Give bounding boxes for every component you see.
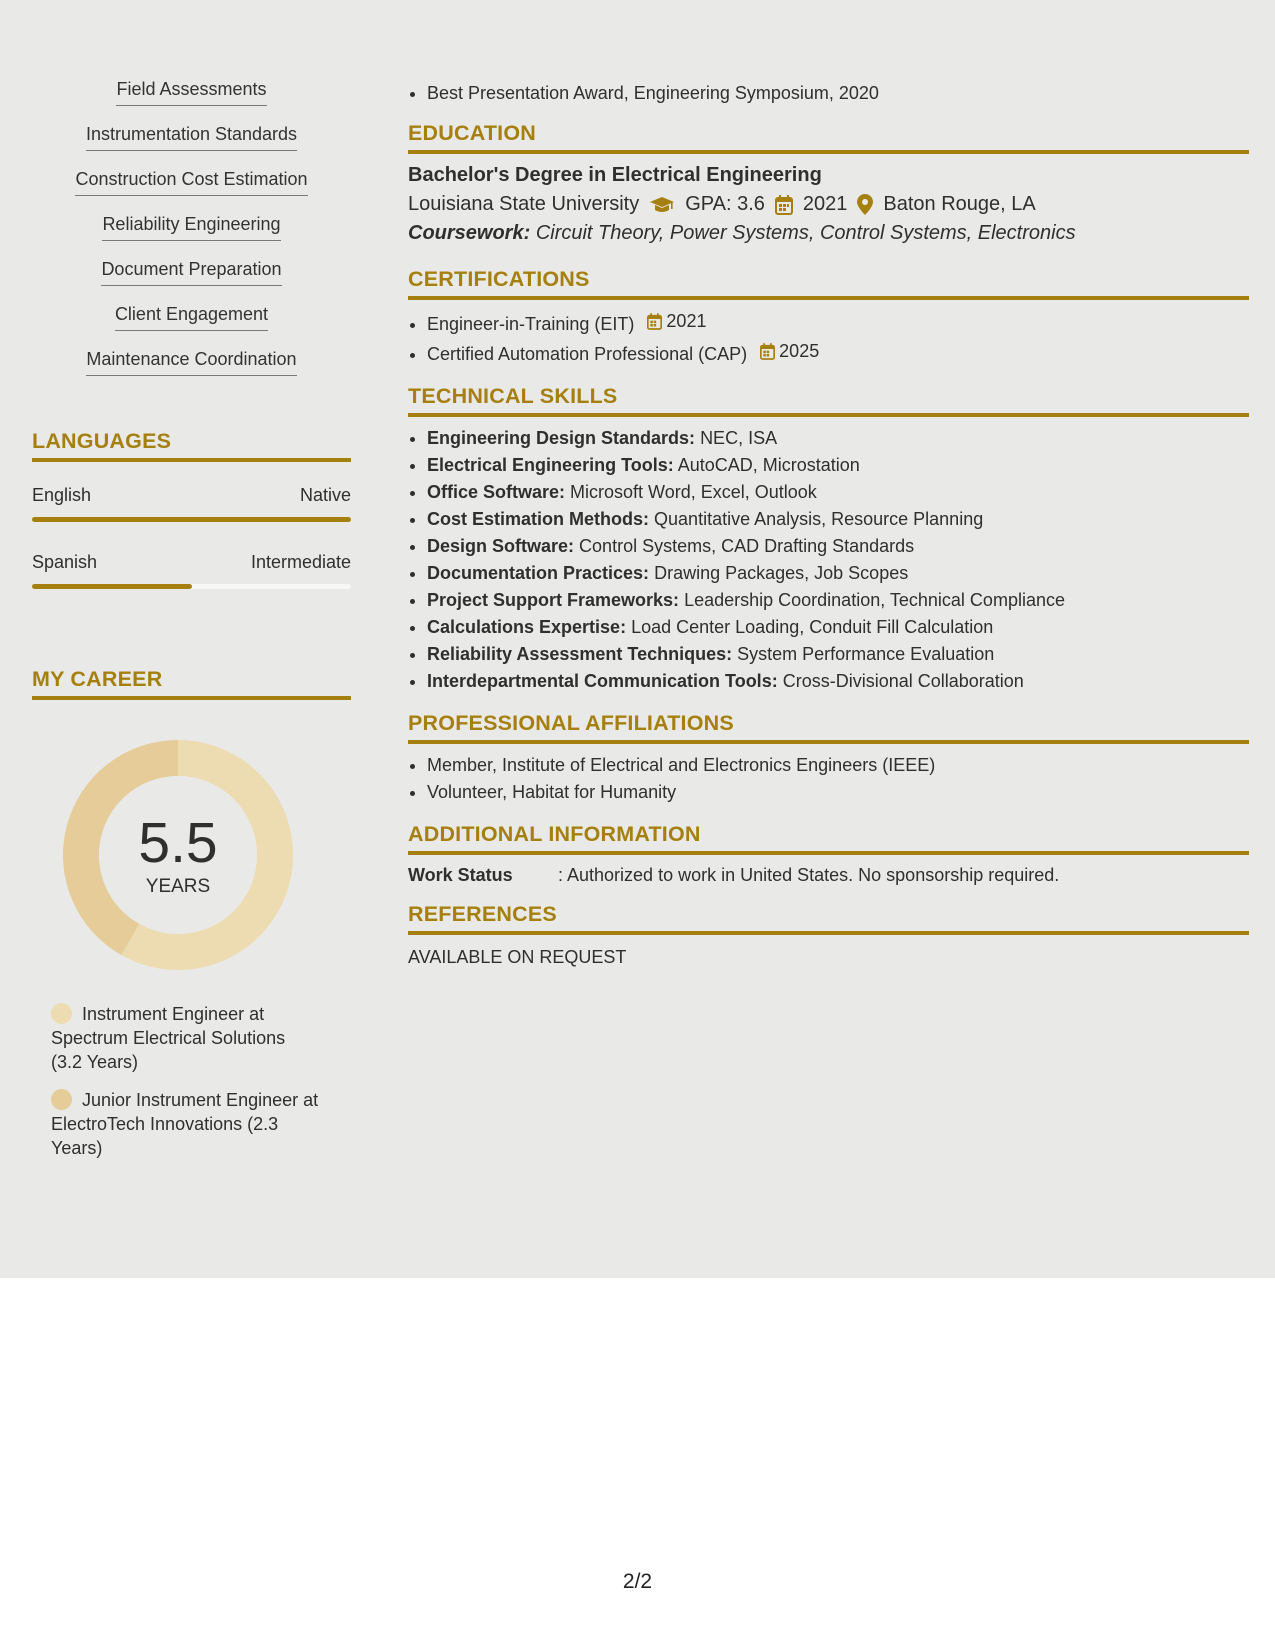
language-bar	[32, 584, 351, 589]
list-item: • Volunteer, Habitat for Humanity	[427, 779, 1249, 806]
skill-item	[427, 452, 1249, 479]
cert-year: 2025	[779, 341, 820, 361]
career-legend-item: Junior Instrument Engineer at ElectroTech Innovations (2.3 Years)	[51, 1090, 319, 1158]
skill-item	[427, 425, 1249, 452]
career-total-unit: YEARS	[145, 876, 211, 897]
skill-value: Cross-Divisional Collaboration	[782, 671, 1024, 691]
list-item: Reliability Engineering	[32, 213, 351, 258]
education-location: Baton Rouge, LA	[883, 193, 1036, 215]
skill-label: Documentation Practices:	[427, 563, 650, 583]
cert-year: 2021	[666, 311, 707, 331]
skill-label: Cost Estimation Methods:	[427, 509, 650, 529]
skill-label: Office Software:	[427, 482, 566, 502]
skill-item	[427, 479, 1249, 506]
language-bar-fill	[32, 517, 351, 522]
legend-dot-icon	[51, 1089, 72, 1110]
language-name: English	[32, 485, 92, 505]
calendar-icon	[647, 313, 662, 330]
coursework-value: Circuit Theory, Power Systems, Control Systems, Electronics	[535, 222, 1076, 244]
skill-label: Project Support Frameworks:	[427, 590, 680, 610]
education-degree: Bachelor's Degree in Electrical Engineering	[408, 164, 822, 186]
calendar-icon	[775, 195, 793, 215]
skill-label: Reliability Assessment Techniques:	[427, 644, 733, 664]
list-item: • Certified Automation Professional (CAP) 2025	[427, 338, 1249, 368]
awards-list	[408, 80, 1249, 107]
list-item: • Engineer-in-Training (EIT) 2021	[427, 308, 1249, 338]
graduation-cap-icon	[649, 196, 675, 214]
references-heading: REFERENCES	[408, 902, 1249, 935]
references-text: AVAILABLE ON REQUEST	[408, 947, 627, 967]
interests-list	[32, 78, 351, 393]
education-coursework	[408, 222, 1249, 245]
language-bar	[32, 517, 351, 522]
list-item: Instrumentation Standards	[32, 123, 351, 168]
skill-value: Load Center Loading, Conduit Fill Calculation	[631, 617, 994, 637]
skill-item	[427, 641, 1249, 668]
calendar-icon	[760, 343, 775, 360]
career-legend	[51, 1002, 321, 1160]
list-item: Document Preparation	[32, 258, 351, 303]
skill-item	[427, 533, 1249, 560]
career-heading: MY CAREER	[32, 667, 351, 700]
skill-value: Microsoft Word, Excel, Outlook	[570, 482, 817, 502]
affiliations-heading: PROFESSIONAL AFFILIATIONS	[408, 711, 1249, 744]
legend-dot-icon	[51, 1003, 72, 1024]
skill-item	[427, 506, 1249, 533]
list-item: Client Engagement	[32, 303, 351, 348]
skill-value: Leadership Coordination, Technical Compliance	[684, 590, 1065, 610]
skill-item	[427, 614, 1249, 641]
skill-label: Engineering Design Standards:	[427, 428, 696, 448]
career-legend-item: Instrument Engineer at Spectrum Electrical Solutions (3.2 Years)	[51, 1004, 286, 1072]
work-status-value: : Authorized to work in United States. No sponsorship required.	[558, 865, 1060, 885]
skill-label: Interdepartmental Communication Tools:	[427, 671, 778, 691]
certifications-heading: CERTIFICATIONS	[408, 267, 1249, 300]
list-item: Field Assessments	[32, 78, 351, 123]
education-details	[408, 193, 1249, 216]
left-column	[32, 78, 351, 1174]
certifications-list	[408, 308, 1249, 368]
technical-skills-list	[408, 425, 1249, 695]
skill-value: AutoCAD, Microstation	[677, 455, 860, 475]
right-column	[408, 80, 1249, 968]
skill-value: Control Systems, CAD Drafting Standards	[579, 536, 915, 556]
skill-label: Electrical Engineering Tools:	[427, 455, 674, 475]
career-total-years: 5.5	[138, 811, 218, 875]
skill-value: Quantitative Analysis, Resource Planning	[654, 509, 984, 529]
additional-info-heading: ADDITIONAL INFORMATION	[408, 822, 1249, 855]
skill-value: NEC, ISA	[700, 428, 778, 448]
language-english	[32, 485, 351, 522]
education-school: Louisiana State University	[408, 193, 640, 215]
education-year: 2021	[802, 193, 848, 215]
work-status-row	[408, 865, 1249, 886]
work-status-label: Work Status	[408, 865, 513, 885]
affiliations-list	[408, 752, 1249, 806]
languages-heading: LANGUAGES	[32, 429, 351, 462]
skill-item	[427, 668, 1249, 695]
list-item: • Member, Institute of Electrical and Electronics Engineers (IEEE)	[427, 752, 1249, 779]
list-item: Maintenance Coordination	[32, 348, 351, 393]
language-name: Spanish	[32, 552, 98, 572]
skill-label: Design Software:	[427, 536, 575, 556]
list-item: Construction Cost Estimation	[32, 168, 351, 213]
education-gpa: GPA: 3.6	[685, 193, 765, 215]
location-pin-icon	[857, 194, 873, 215]
language-level: Native	[299, 485, 351, 505]
skill-item	[427, 560, 1249, 587]
technical-skills-heading: TECHNICAL SKILLS	[408, 384, 1249, 417]
page-number: 2/2	[622, 1570, 653, 1593]
language-bar-fill	[32, 584, 192, 589]
coursework-label: Coursework:	[408, 222, 531, 244]
language-spanish	[32, 552, 351, 589]
list-item: • Best Presentation Award, Engineering Symposium, 2020	[427, 80, 1249, 107]
skill-item	[427, 587, 1249, 614]
skill-value: System Performance Evaluation	[737, 644, 995, 664]
skill-label: Calculations Expertise:	[427, 617, 627, 637]
career-donut-chart	[63, 740, 293, 970]
language-level: Intermediate	[250, 552, 351, 572]
education-heading: EDUCATION	[408, 121, 1249, 154]
skill-value: Drawing Packages, Job Scopes	[654, 563, 909, 583]
